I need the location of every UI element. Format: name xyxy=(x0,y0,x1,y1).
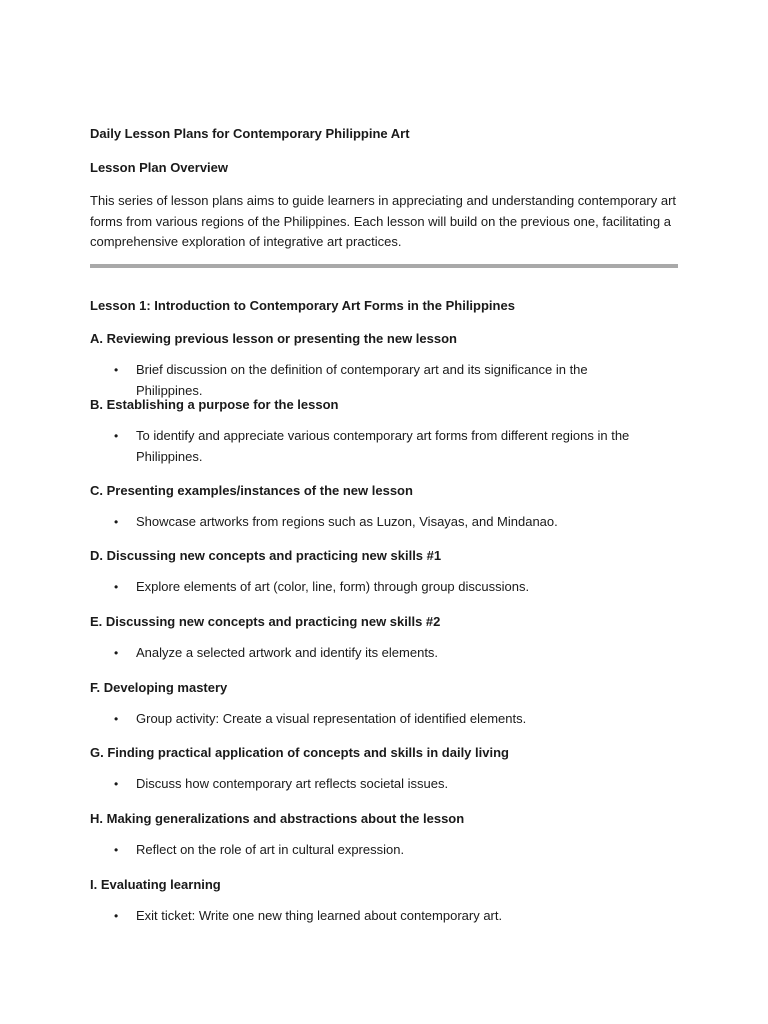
section-a xyxy=(90,331,678,401)
bullet-text: Exit ticket: Write one new thing learned about contemporary art. xyxy=(136,908,503,923)
document-title: Daily Lesson Plans for Contemporary Philippine Art xyxy=(90,126,410,141)
section-title: C. Presenting examples/instances of the new lesson xyxy=(90,483,413,498)
bullet-text: Brief discussion on the definition of contemporary art and its significance in the Philippines. xyxy=(136,362,588,398)
bullet-item xyxy=(90,360,632,401)
section-title: G. Finding practical application of concepts and skills in daily living xyxy=(90,745,509,760)
section-f xyxy=(90,680,678,730)
bullet-icon: • xyxy=(114,580,119,594)
bullet-text: Showcase artworks from regions such as Luzon, Visayas, and Mindanao. xyxy=(136,514,558,529)
bullet-text: Analyze a selected artwork and identify its elements. xyxy=(136,645,439,660)
section-c xyxy=(90,483,678,533)
overview-paragraph: This series of lesson plans aims to guide learners in appreciating and understanding contemporary art forms from various regions of the Philippines. Each lesson will build on the previous one, facilitating a comprehensive exploration of integrative art practices. xyxy=(90,193,677,249)
overview-heading: Lesson Plan Overview xyxy=(90,160,229,175)
section-title: H. Making generalizations and abstractions about the lesson xyxy=(90,811,465,826)
bullet-item xyxy=(90,577,632,598)
section-e xyxy=(90,614,678,664)
section-i xyxy=(90,877,678,927)
bullet-icon: • xyxy=(114,843,119,857)
bullet-text: Explore elements of art (color, line, form) through group discussions. xyxy=(136,579,530,594)
section-title: A. Reviewing previous lesson or presenting the new lesson xyxy=(90,331,457,346)
lesson-1-heading: Lesson 1: Introduction to Contemporary Art Forms in the Philippines xyxy=(90,298,515,313)
bullet-text: Reflect on the role of art in cultural expression. xyxy=(136,842,405,857)
section-title: D. Discussing new concepts and practicing new skills #1 xyxy=(90,548,442,563)
bullet-text: Group activity: Create a visual representation of identified elements. xyxy=(136,711,527,726)
bullet-icon: • xyxy=(114,777,119,791)
horizontal-divider xyxy=(90,264,678,268)
section-title: B. Establishing a purpose for the lesson xyxy=(90,397,339,412)
section-b xyxy=(90,397,678,467)
bullet-text: To identify and appreciate various contemporary art forms from different regions in the Philippines. xyxy=(136,428,630,464)
bullet-text: Discuss how contemporary art reflects societal issues. xyxy=(136,776,449,791)
bullet-item xyxy=(90,840,632,861)
section-h xyxy=(90,811,678,861)
bullet-item xyxy=(90,906,632,927)
section-title: E. Discussing new concepts and practicing new skills #2 xyxy=(90,614,441,629)
bullet-item xyxy=(90,643,632,664)
section-d xyxy=(90,548,678,598)
bullet-item xyxy=(90,774,632,795)
bullet-icon: • xyxy=(114,712,119,726)
bullet-icon: • xyxy=(114,646,119,660)
bullet-item xyxy=(90,426,632,467)
section-title: F. Developing mastery xyxy=(90,680,228,695)
bullet-item xyxy=(90,709,632,730)
bullet-item xyxy=(90,512,632,533)
section-title: I. Evaluating learning xyxy=(90,877,221,892)
bullet-icon: • xyxy=(114,363,119,377)
bullet-icon: • xyxy=(114,429,119,443)
section-g xyxy=(90,745,678,795)
bullet-icon: • xyxy=(114,909,119,923)
bullet-icon: • xyxy=(114,515,119,529)
